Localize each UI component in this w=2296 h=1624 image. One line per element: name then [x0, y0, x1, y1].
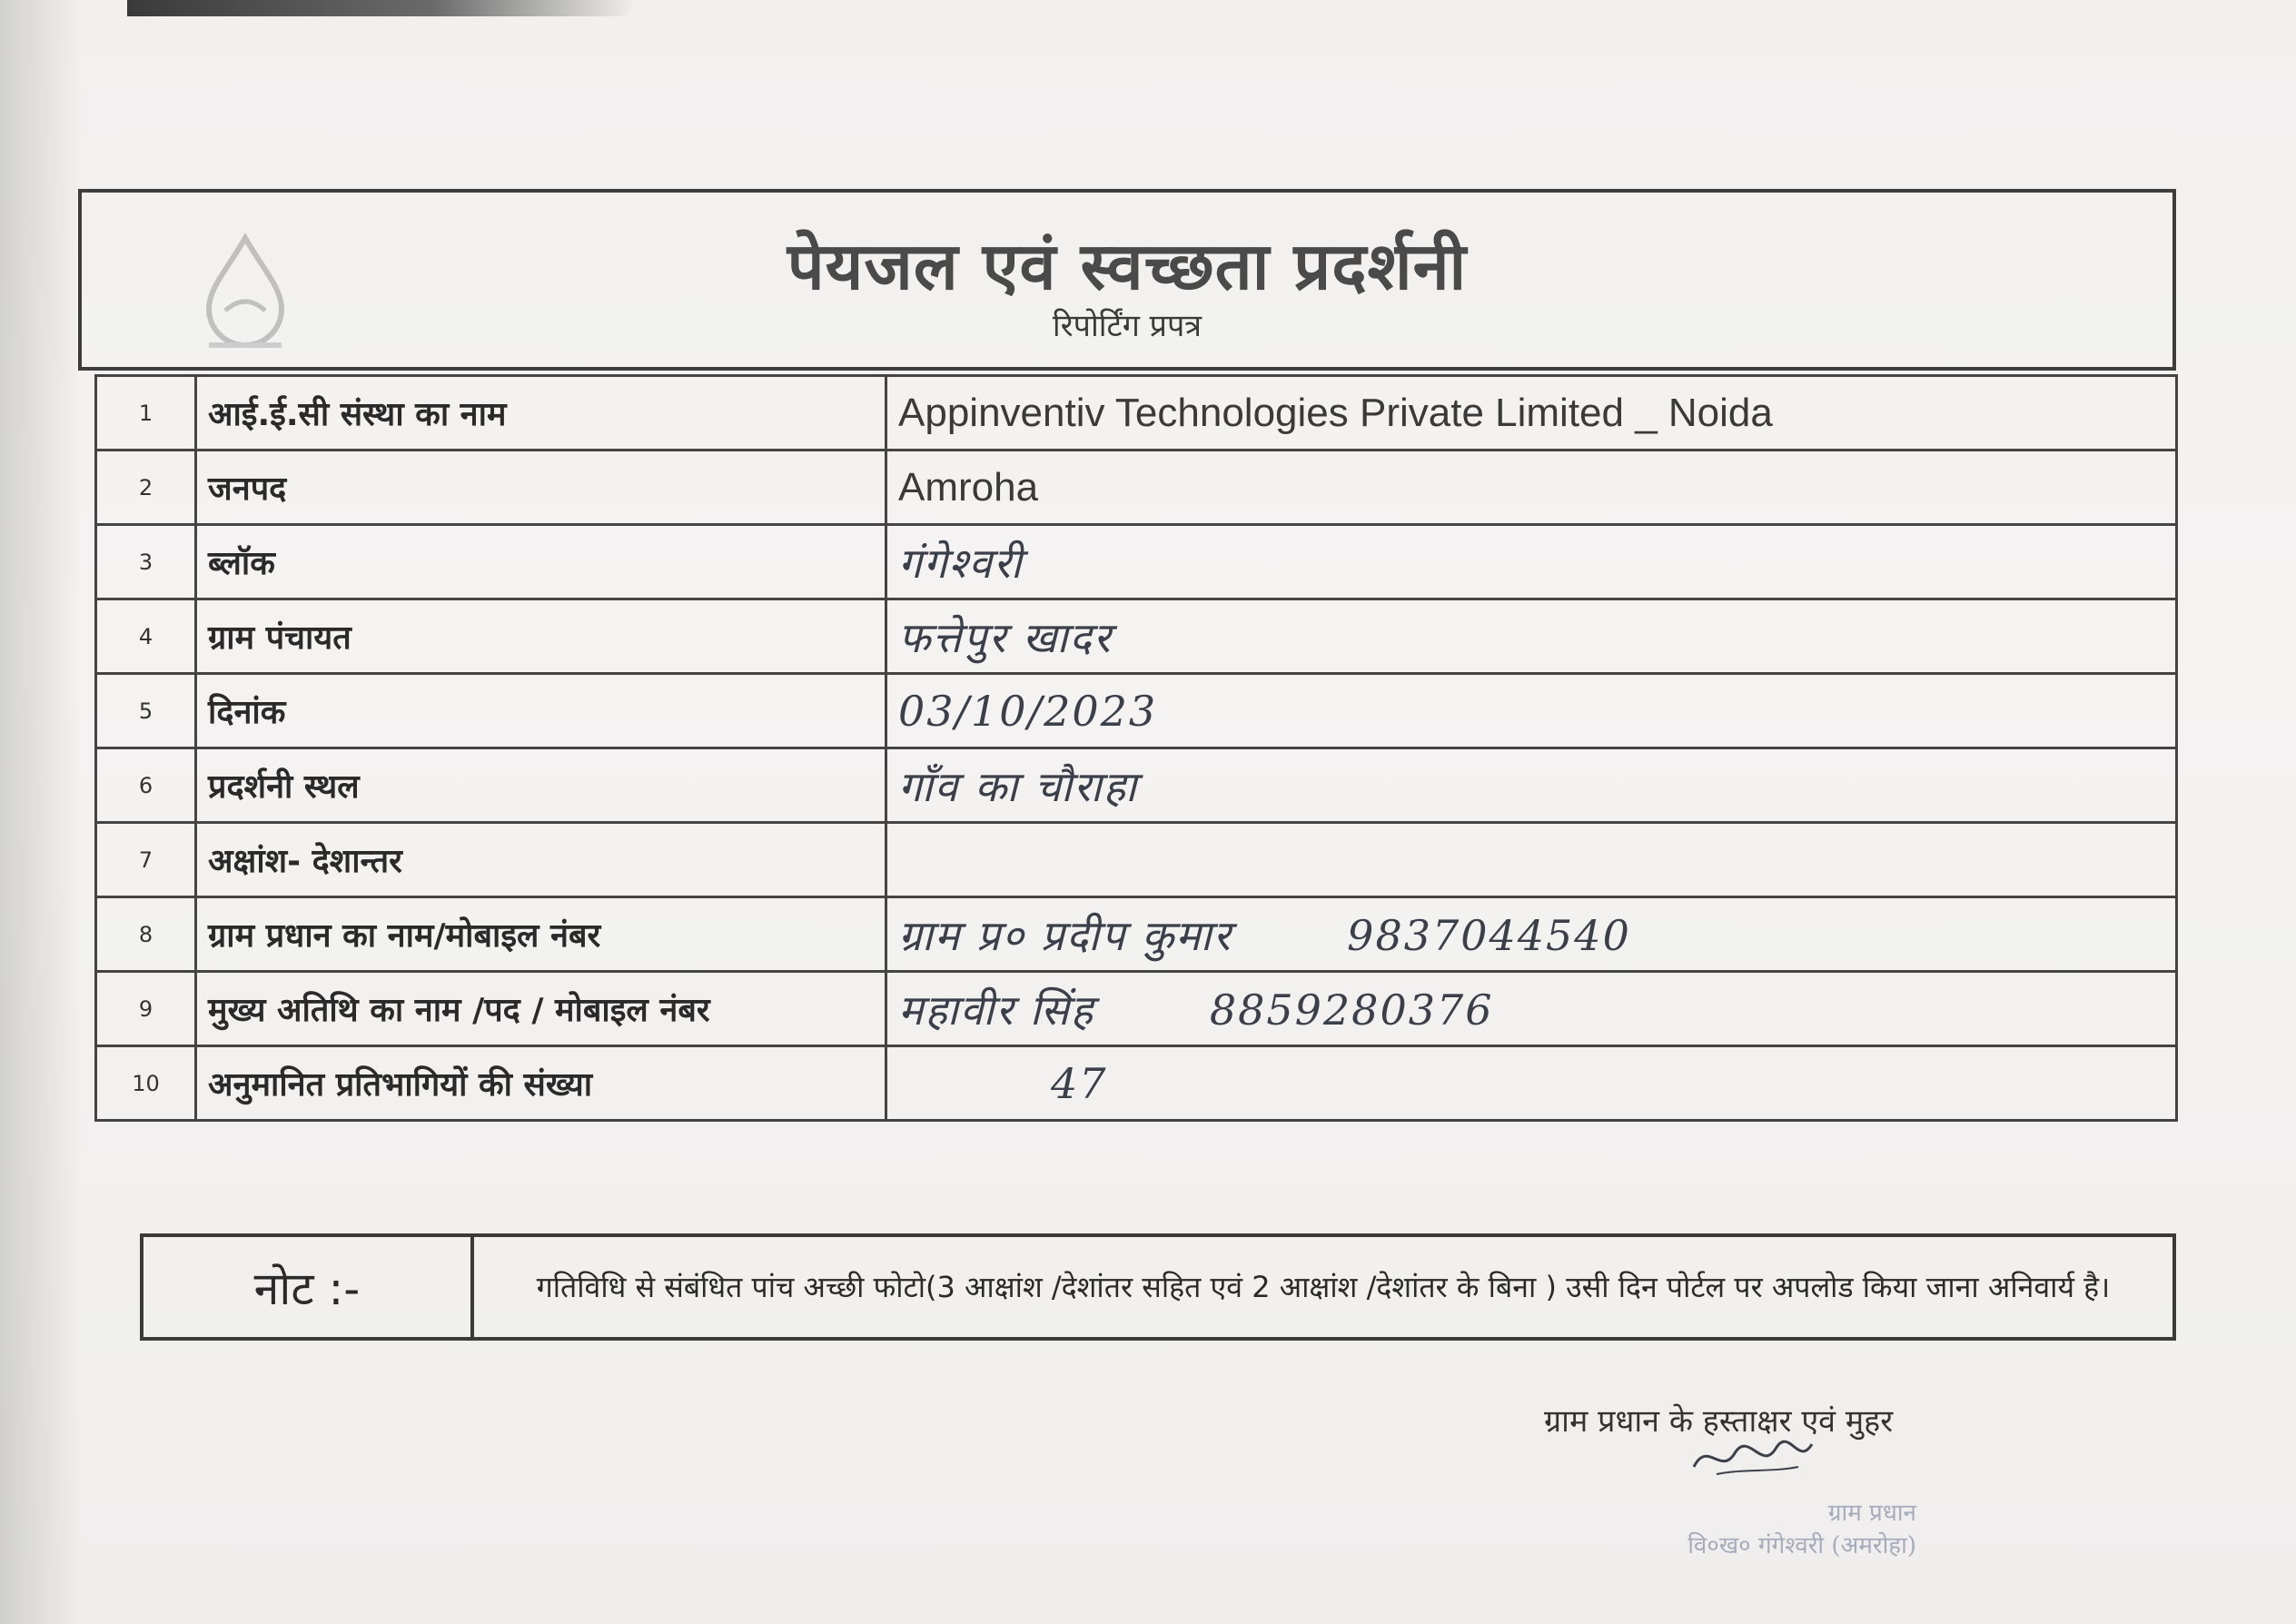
gram-panchayat-value: फत्तेपुर खादर: [886, 599, 2177, 674]
table-row: [96, 748, 2177, 823]
row-label: ब्लॉक: [196, 525, 886, 599]
organization-name-value: Appinventiv Technologies Private Limited _ Noida: [886, 376, 2177, 451]
row-label: प्रदर्शनी स्थल: [196, 748, 886, 823]
pradhan-name: ग्राम प्र० प्रदीप कुमार: [898, 910, 1232, 960]
table-row: [96, 599, 2177, 674]
row-number: 3: [96, 525, 196, 599]
row-label: जनपद: [196, 451, 886, 525]
table-row: [96, 674, 2177, 748]
row-label: दिनांक: [196, 674, 886, 748]
table-row: [96, 972, 2177, 1046]
table-row: [96, 525, 2177, 599]
row-number: 8: [96, 897, 196, 972]
report-table: [94, 374, 2178, 1122]
stamp-line: ग्राम प्रधान: [1827, 1500, 1916, 1527]
row-label: मुख्य अतिथि का नाम /पद / मोबाइल नंबर: [196, 972, 886, 1046]
paper-shadow: [0, 0, 82, 1624]
row-number: 4: [96, 599, 196, 674]
row-number: 10: [96, 1046, 196, 1121]
participants-count-value: 47: [886, 1046, 2177, 1121]
chief-guest-value: [886, 972, 2177, 1046]
row-number: 6: [96, 748, 196, 823]
handwritten-signature-icon: [1689, 1431, 1816, 1485]
row-number: 2: [96, 451, 196, 525]
date-value: 03/10/2023: [886, 674, 2177, 748]
signature-label: ग्राम प्रधान के हस्ताक्षर एवं मुहर: [1544, 1403, 1894, 1440]
pradhan-value: [886, 897, 2177, 972]
pradhan-phone: 9837044540: [1347, 910, 1631, 960]
row-label: ग्राम पंचायत: [196, 599, 886, 674]
table-row: [96, 451, 2177, 525]
table-row: [96, 897, 2177, 972]
row-number: 7: [96, 823, 196, 897]
row-label: अनुमानित प्रतिभागियों की संख्या: [196, 1046, 886, 1121]
note-box: [140, 1233, 2176, 1341]
table-row: [96, 1046, 2177, 1121]
stamp-line: वि०ख० गंगेश्वरी (अमरोहा): [1687, 1532, 1916, 1560]
block-value: गंगेश्वरी: [886, 525, 2177, 599]
row-label: अक्षांश- देशान्तर: [196, 823, 886, 897]
table-row: [96, 376, 2177, 451]
chief-guest-name: महावीर सिंह: [898, 985, 1095, 1035]
row-number: 5: [96, 674, 196, 748]
note-text: गतिविधि से संबंधित पांच अच्छी फोटो(3 आक्षांश /देशांतर सहित एवं 2 आक्षांश /देशांतर के बिना ) उसी दिन पोर्टल पर अपलोड किया जाना अनिवार्य है।: [536, 1270, 2111, 1304]
form-subtitle: रिपोर्टिंग प्रपत्र: [1052, 308, 1202, 344]
form-title: पेयजल एवं स्वच्छता प्रदर्शनी: [787, 227, 1468, 304]
official-stamp: [1589, 1497, 1916, 1562]
exhibition-venue-value: गाँव का चौराहा: [886, 748, 2177, 823]
lat-long-value: [886, 823, 2177, 897]
district-value: Amroha: [886, 451, 2177, 525]
note-label: नोट :-: [144, 1237, 474, 1337]
row-number: 9: [96, 972, 196, 1046]
chief-guest-phone: 8859280376: [1209, 985, 1494, 1035]
row-label: आई.ई.सी संस्था का नाम: [196, 376, 886, 451]
paper-fold-shadow: [127, 0, 636, 16]
row-label: ग्राम प्रधान का नाम/मोबाइल नंबर: [196, 897, 886, 972]
row-number: 1: [96, 376, 196, 451]
table-row: [96, 823, 2177, 897]
form-header: [78, 189, 2176, 371]
